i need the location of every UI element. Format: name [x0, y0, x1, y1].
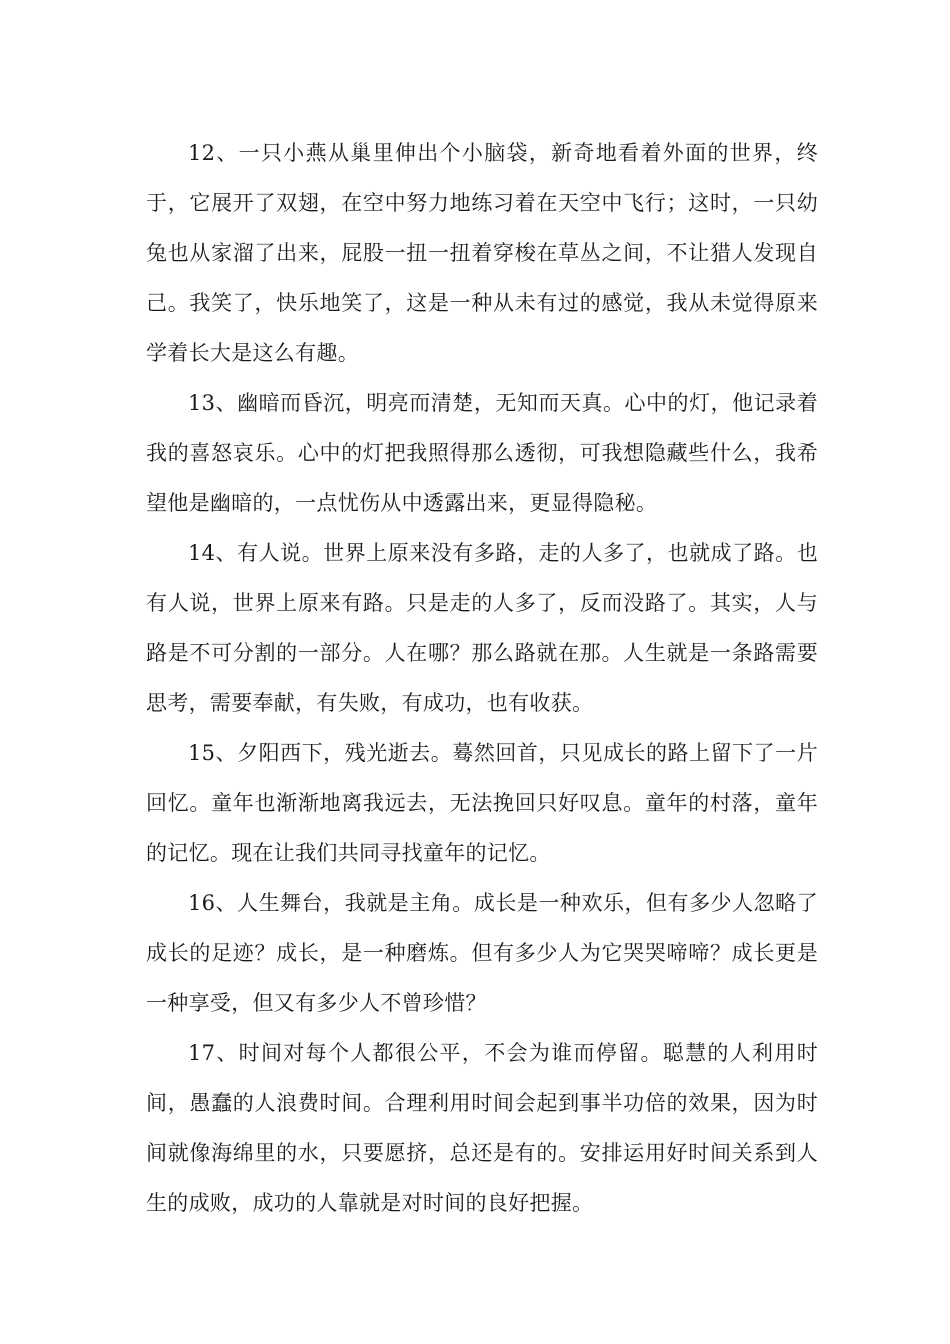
paragraph-15: 15、夕阳西下，残光逝去。蓦然回首，只见成长的路上留下了一片回忆。童年也渐渐地离我远去，无法挽回只好叹息。童年的村落，童年的记忆。现在让我们共同寻找童年的记忆。 [146, 741, 818, 865]
document-body [146, 128, 818, 1228]
paragraph-16: 16、人生舞台，我就是主角。成长是一种欢乐，但有多少人忽略了成长的足迹？成长，是一种磨炼。但有多少人为它哭哭啼啼？成长更是一种享受，但又有多少人不曾珍惜？ [146, 891, 818, 1015]
paragraph-17: 17、时间对每个人都很公平，不会为谁而停留。聪慧的人利用时间，愚蠢的人浪费时间。合理利用时间会起到事半功倍的效果，因为时间就像海绵里的水，只要愿挤，总还是有的。安排运用好时间关系到人生的成败，成功的人靠就是对时间的良好把握。 [146, 1041, 818, 1215]
paragraph-13: 13、幽暗而昏沉，明亮而清楚，无知而天真。心中的灯，他记录着我的喜怒哀乐。心中的灯把我照得那么透彻，可我想隐藏些什么，我希望他是幽暗的，一点忧伤从中透露出来，更显得隐秘。 [146, 391, 818, 515]
paragraph-12: 12、一只小燕从巢里伸出个小脑袋，新奇地看着外面的世界，终于，它展开了双翅，在空中努力地练习着在天空中飞行；这时，一只幼兔也从家溜了出来，屁股一扭一扭着穿梭在草丛之间，不让猎人发现自己。我笑了，快乐地笑了，这是一种从未有过的感觉，我从未觉得原来学着长大是这么有趣。 [146, 141, 818, 365]
paragraph-14: 14、有人说。世界上原来没有多路，走的人多了，也就成了路。也有人说，世界上原来有路。只是走的人多了，反而没路了。其实，人与路是不可分割的一部分。人在哪？那么路就在那。人生就是一条路需要思考，需要奉献，有失败，有成功，也有收获。 [146, 541, 818, 715]
